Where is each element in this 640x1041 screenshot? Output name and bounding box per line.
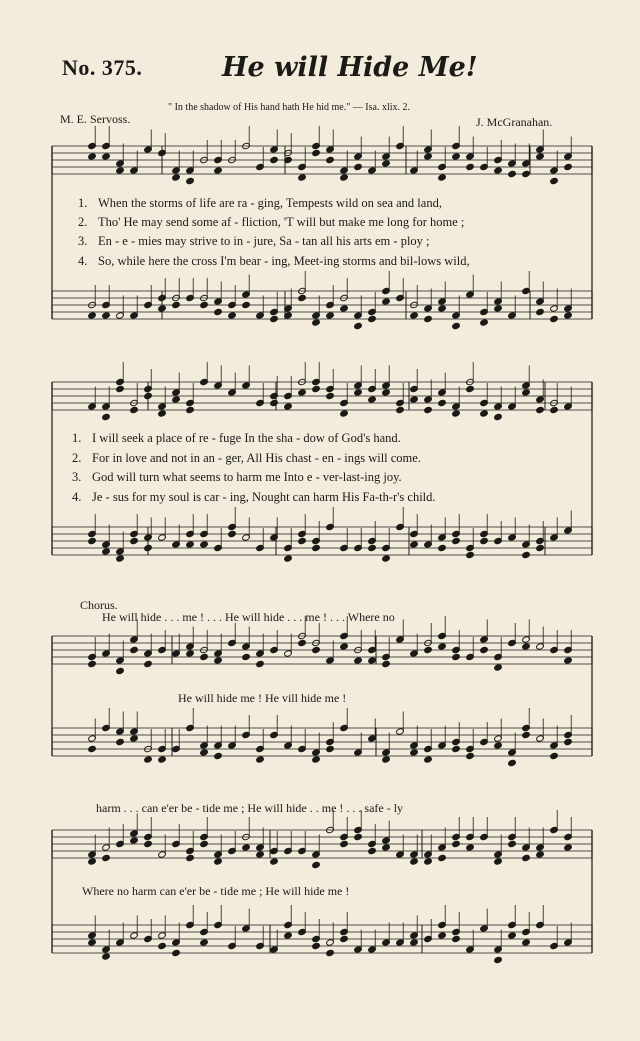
verse-line: 4. Je - sus for my soul is car - ing, Nought can harm His Fa-th-r's child. [72, 490, 436, 504]
author-credit: M. E. Servoss. [60, 112, 131, 126]
chorus-upper-lyrics-1: He will hide . . . me ! . . . He will hide . . . me ! . . . Where no [102, 610, 395, 624]
verse-line: 3. God will turn what seems to harm me Into e - ver-last-ing joy. [72, 470, 402, 484]
verse-line: 1. I will seek a place of re - fuge In the sha - dow of God's hand. [72, 431, 401, 445]
hymn-number: No. 375. [62, 55, 143, 80]
verse-line: 1. When the storms of life are ra - ging, Tempests wild on sea and land, [78, 196, 442, 210]
chorus-label: Chorus. [80, 598, 118, 612]
chorus-lower-lyrics-2: Where no harm can e'er be - tide me ; He will hide me ! [82, 884, 350, 898]
verse-line: 3. En - e - mies may strive to in - jure, Sa - tan all his arts em - ploy ; [78, 234, 430, 248]
chorus-lower-lyrics-1: He will hide me ! He vill hide me ! [178, 691, 347, 705]
epigraph: " In the shadow of His hand hath He hid me." — Isa. xlix. 2. [168, 102, 411, 113]
verse-line: 2. Tho' He may send some af - fliction, 'T will but make me long for home ; [78, 215, 465, 229]
hymn-title: He will Hide Me! [222, 52, 478, 83]
chorus-upper-lyrics-2: harm . . . can e'er be - tide me ; He will hide . . me ! . . . safe - ly [96, 801, 404, 815]
verse-line: 4. So, while here the cross I'm bear - ing, Meet-ing storms and bil-lows wild, [78, 254, 470, 268]
verse-line: 2. For in love and not in an - ger, All His chast - en - ings will come. [72, 451, 421, 465]
composer-credit: J. McGranahan. [476, 115, 553, 129]
